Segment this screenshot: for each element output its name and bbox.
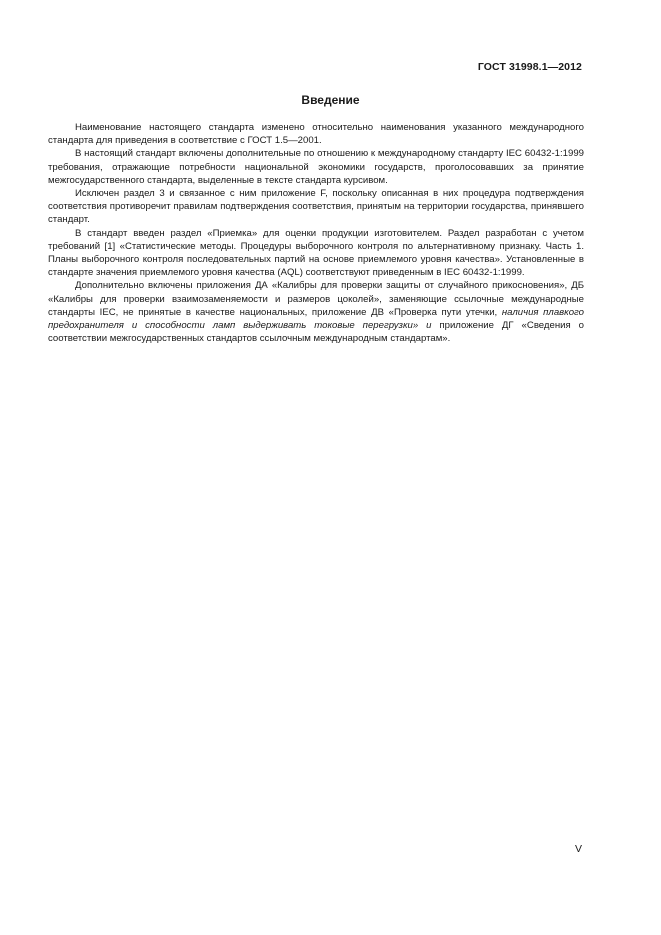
document-body <box>48 121 584 345</box>
page-title: Введение <box>301 93 360 107</box>
standard-code-header: ГОСТ 31998.1—2012 <box>477 61 582 73</box>
paragraph-acceptance-section: В стандарт введен раздел «Приемка» для оценки продукции изготовителем. Раздел разработан с учетом требований [1] «Статистические методы. Процедуры выборочного контроля по альтернативному признаку. Часть 1. Планы выборочного контроля последовательных партий на основе приемлемого уровня качества». Установленные в стандарте значения приемлемого уровня качества (AQL) соответствуют приведенным в IEC 60432-1:1999. <box>48 227 584 279</box>
annexes-text-end: приложение ДГ «Сведения о соответствии межгосударственных стандартов ссылочным международным стандартам». <box>48 320 584 345</box>
paragraph-excluded-section: Исключен раздел 3 и связанное с ним приложение F, поскольку описанная в них процедура подтверждения соответствия противоречит правилам подтверждения соответствия, принятым на территории государства, принявшего стандарт. <box>48 188 584 226</box>
page-number: V <box>574 843 582 855</box>
paragraph-additional-requirements: В настоящий стандарт включены дополнительные по отношению к международному стандарту IEC 60432-1:1999 требования, отражающие потребности национальной экономики государств, проголосовавших за принятие межгосударственного стандарта, выделенные в тексте стандарта курсивом. <box>48 148 584 186</box>
annexes-text-start: Дополнительно включены приложения ДА «Калибры для проверки защиты от случайного прикосновения», ДБ «Калибры для проверки взаимозаменяемости и размеров цоколей», заменяющие ссылочные международные стандарты IEC, не принятые в качестве национальных, приложение ДВ «Проверка пути утечки, <box>48 280 584 318</box>
paragraph-annexes <box>48 279 584 345</box>
annexes-italic-text: наличия плавкого предохранителя и способности ламп выдерживать токовые перегрузки» и <box>48 306 585 332</box>
paragraph-title-change: Наименование настоящего стандарта изменено относительно наименования указанного международного стандарта для приведения в соответствие с ГОСТ 1.5—2001. <box>48 122 584 147</box>
